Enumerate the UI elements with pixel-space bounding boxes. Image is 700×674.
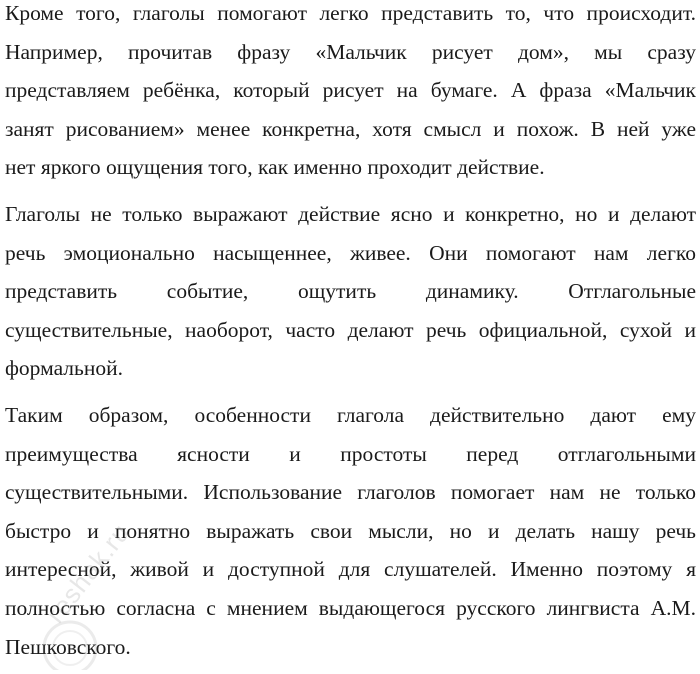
watermark-text: reshak.ru [40, 517, 136, 629]
text-line: преимущества ясности и простоты перед отглагольными [5, 441, 696, 466]
text-line: Например, прочитав фразу «Мальчик рисует дом», мы сразу [5, 39, 696, 64]
paragraph-1 [5, 0, 696, 187]
text-line: представить событие, ощутить динамику. Отглагольные [5, 279, 696, 304]
text-line: полностью согласна с мнением выдающегося русского лингвиста А.М. [5, 595, 696, 620]
text-line: существительные, наоборот, часто делают речь официальной, сухой и [5, 317, 696, 342]
paragraph-2 [5, 195, 696, 388]
text-line: быстро и понятно выражать свои мысли, но и делать нашу речь [5, 518, 696, 543]
text-line: Кроме того, глаголы помогают легко представить то, что происходит. [5, 1, 696, 25]
text-line: существительными. Использование глаголов помогает нам не только [5, 480, 696, 505]
text-line: нет яркого ощущения того, как именно проходит действие. [5, 155, 545, 180]
text-line: занят рисованием» менее конкретна, хотя смысл и похож. В ней уже [5, 116, 696, 141]
text-line: Глаголы не только выражают действие ясно и конкретно, но и делают [5, 201, 696, 226]
text-line: речь эмоционально насыщеннее, живее. Они помогают нам легко [5, 240, 696, 265]
text-line: интересной, живой и доступной для слушателей. Именно поэтому я [5, 557, 696, 582]
text-line: формальной. [5, 356, 123, 381]
text-line: Пешковского. [5, 634, 131, 659]
paragraph-3 [5, 396, 696, 666]
text-line: Таким образом, особенности глагола действительно дают ему [5, 402, 696, 427]
text-line: представляем ребёнка, который рисует на бумаге. А фраза «Мальчик [5, 78, 696, 103]
document-body [5, 0, 696, 674]
